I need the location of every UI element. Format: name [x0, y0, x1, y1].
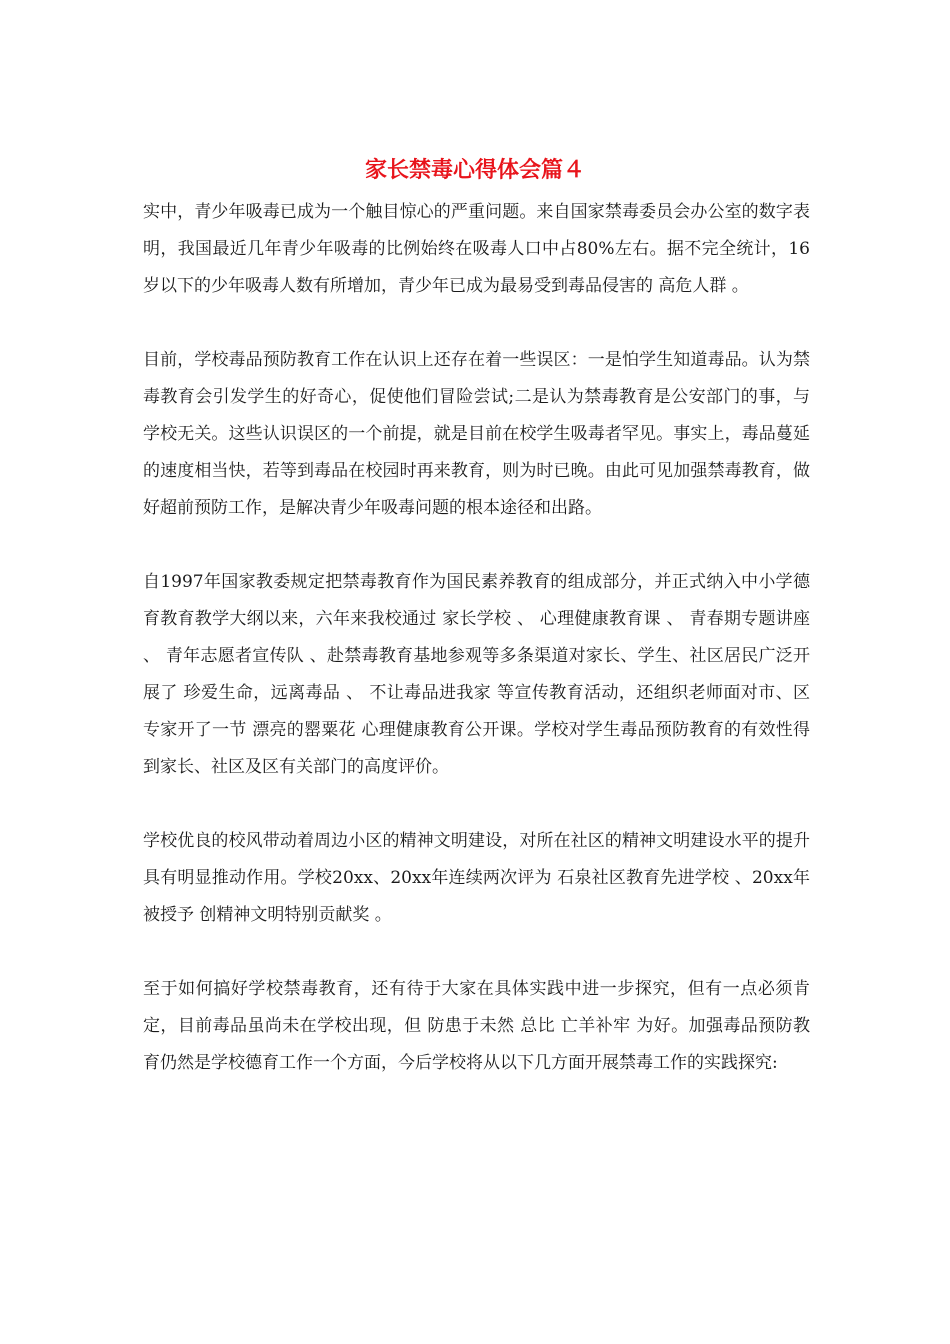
paragraph-1: 实中，青少年吸毒已成为一个触目惊心的严重问题。来自国家禁毒委员会办公室的数字表明，我国最近几年青少年吸毒的比例始终在吸毒人口中占80%左右。据不完全统计，16岁以下的少年吸毒人数有所增加，青少年已成为最易受到毒品侵害的 高危人群 。: [143, 202, 810, 296]
paragraph-4: 学校优良的校风带动着周边小区的精神文明建设，对所在社区的精神文明建设水平的提升具有明显推动作用。学校20xx、20xx年连续两次评为 石泉社区教育先进学校 、20xx年被授予 创精神文明特别贡献奖 。: [143, 831, 810, 925]
paragraph-3: 自1997年国家教委规定把禁毒教育作为国民素养教育的组成部分，并正式纳入中小学德育教育教学大纲以来，六年来我校通过 家长学校 、 心理健康教育课 、 青春期专题讲座 、 青年志愿者宣传队 、赴禁毒教育基地参观等多条渠道对家长、学生、社区居民广泛开展了 珍爱生命，远离毒品 、 不让毒品进我家 等宣传教育活动，还组织老师面对市、区专家开了一节 漂亮的罂粟花 心理健康教育公开课。学校对学生毒品预防教育的有效性得到家长、社区及区有关部门的高度评价。: [143, 572, 810, 777]
paragraph-2: 目前，学校毒品预防教育工作在认识上还存在着一些误区：一是怕学生知道毒品。认为禁毒教育会引发学生的好奇心，促使他们冒险尝试;二是认为禁毒教育是公安部门的事，与学校无关。这些认识误区的一个前提，就是目前在校学生吸毒者罕见。事实上，毒品蔓延的速度相当快，若等到毒品在校园时再来教育，则为时已晚。由此可见加强禁毒教育，做好超前预防工作，是解决青少年吸毒问题的根本途径和出路。: [143, 350, 810, 518]
document-title: 家长禁毒心得体会篇４: [364, 157, 585, 183]
document-body: [143, 194, 810, 1082]
paragraph-5: 至于如何搞好学校禁毒教育，还有待于大家在具体实践中进一步探究，但有一点必须肯定，目前毒品虽尚未在学校出现，但 防患于未然 总比 亡羊补牢 为好。加强毒品预防教育仍然是学校德育工作一个方面，今后学校将从以下几方面开展禁毒工作的实践探究:: [143, 979, 810, 1073]
